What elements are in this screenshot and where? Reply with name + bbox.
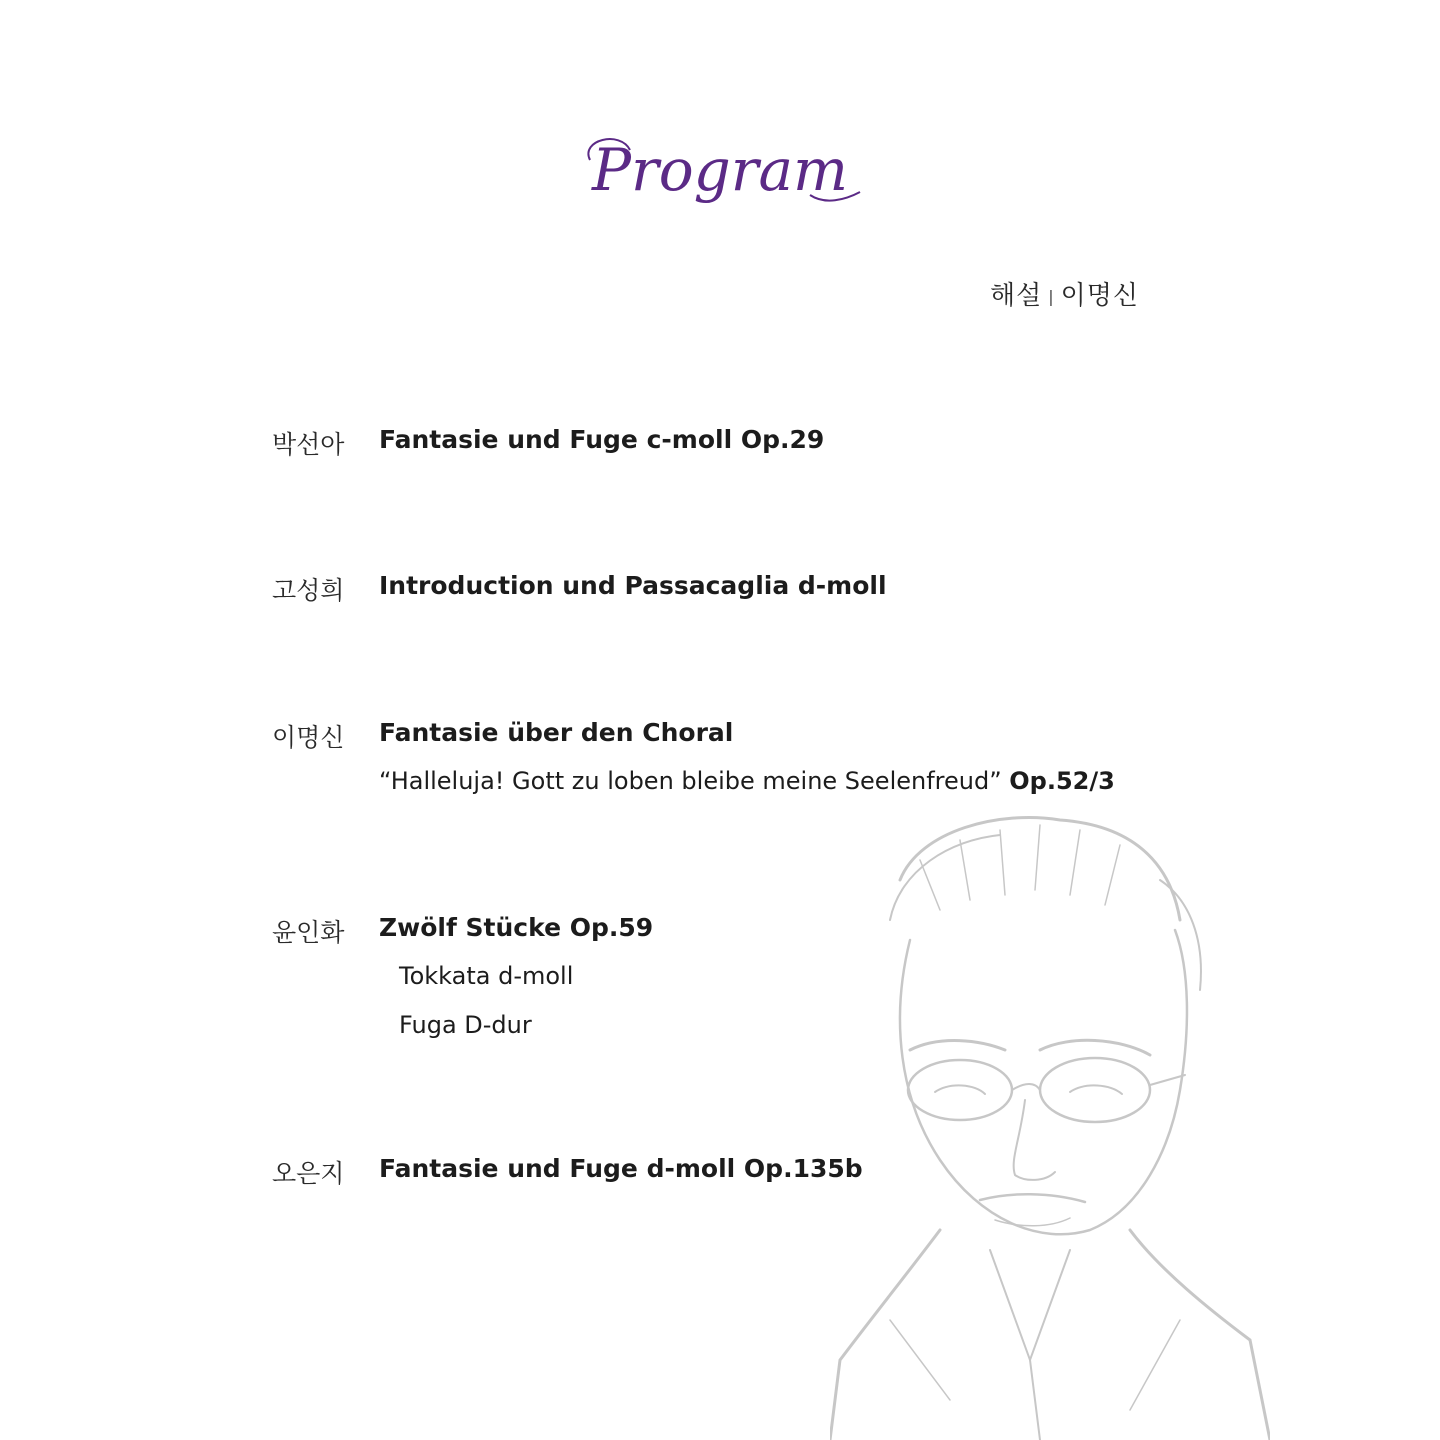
work-title: Fantasie und Fuge d-moll Op.135b xyxy=(379,1154,863,1183)
work-title: Introduction und Passacaglia d-moll xyxy=(379,571,887,600)
commentary-name: 이명신 xyxy=(1060,281,1139,311)
work-opus: Op.52/3 xyxy=(1009,767,1115,795)
composer-portrait-image xyxy=(830,800,1270,1440)
performer-name: 이명신 xyxy=(272,723,345,752)
performer-name: 고성희 xyxy=(272,576,345,605)
work-subtitle-line xyxy=(379,767,1115,795)
work-subtitle: “Halleluja! Gott zu loben bleibe meine Seelenfreud” xyxy=(379,767,1002,795)
work-title: Zwölf Stücke Op.59 xyxy=(379,913,654,942)
work-title: Fantasie und Fuge c-moll Op.29 xyxy=(379,425,825,454)
performer-name: 오은지 xyxy=(272,1159,345,1188)
movement-item: Tokkata d-moll xyxy=(399,962,574,990)
performer-name: 박선아 xyxy=(272,430,345,459)
performer-name: 윤인화 xyxy=(272,918,345,947)
movement-item: Fuga D-dur xyxy=(399,1011,532,1039)
separator: | xyxy=(1048,287,1055,306)
program-title xyxy=(560,120,880,230)
program-title-text: Program xyxy=(591,136,849,204)
work-title: Fantasie über den Choral xyxy=(379,718,734,747)
commentary-label: 해설 xyxy=(990,281,1043,311)
commentary-credit xyxy=(990,275,1139,312)
